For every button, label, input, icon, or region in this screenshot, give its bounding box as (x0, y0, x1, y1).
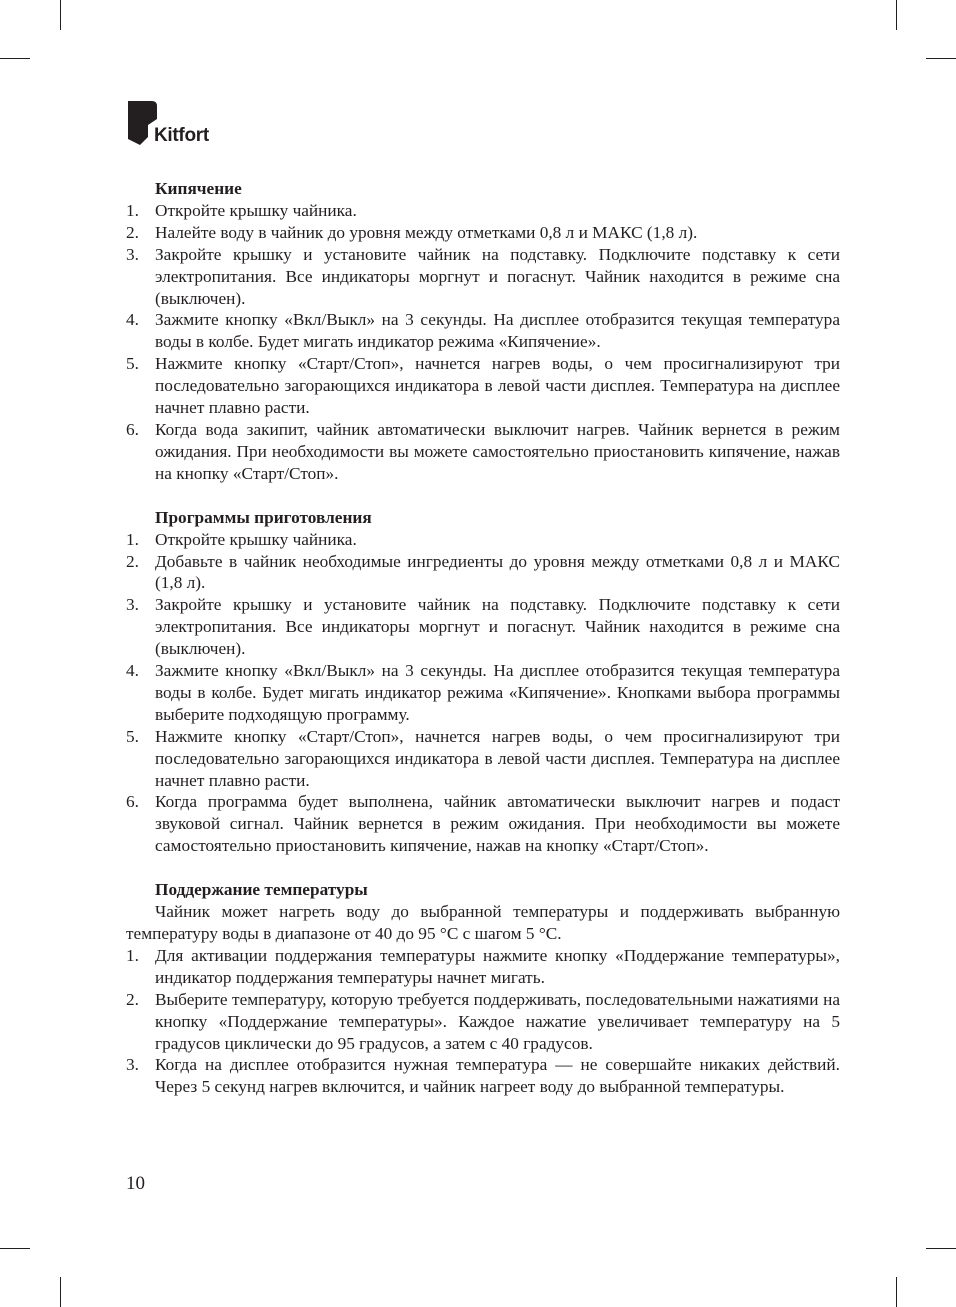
crop-mark (60, 0, 61, 30)
item-number: 2. (126, 989, 139, 1009)
crop-mark (926, 58, 956, 59)
list-item (126, 1054, 840, 1098)
item-number: 4. (126, 661, 139, 681)
section-heading: Кипячение (155, 179, 242, 198)
list-item (126, 551, 840, 595)
list-item (126, 353, 840, 419)
item-text: Когда вода закипит, чайник автоматически выключит нагрев. Чайник вернется в режим ожидания. При необходимости вы можете самостоятельно приостановить кипячение, нажав на кнопку «Старт/Стоп». (155, 419, 840, 483)
list-item (126, 594, 840, 660)
list-item (126, 791, 840, 857)
item-number: 6. (126, 419, 139, 439)
numbered-list (126, 945, 840, 1098)
item-number: 1. (126, 945, 139, 965)
item-number: 5. (126, 726, 139, 746)
brand-logo (126, 99, 246, 149)
section-heading: Программы приготовления (155, 507, 372, 527)
item-text: Нажмите кнопку «Старт/Стоп», начнется нагрев воды, о чем просигнализируют три последовательно загорающихся индикатора в левой части дисплея. Температура на дисплее начнет плавно расти. (155, 726, 840, 790)
crop-mark (896, 1277, 897, 1307)
item-text: Откройте крышку чайника. (155, 529, 357, 549)
section-boiling (126, 178, 840, 485)
item-text: Закройте крышку и установите чайник на подставку. Подключите подставку к сети электропитания. Все индикаторы моргнут и погаснут. Чайник находится в режиме сна (выключен). (155, 595, 840, 659)
item-text: Налейте воду в чайник до уровня между отметками 0,8 л и МАКС (1,8 л). (155, 222, 698, 242)
list-item (126, 222, 840, 244)
item-text: Когда программа будет выполнена, чайник автоматически выключит нагрев и подаст звуковой сигнал. Чайник вернется в режим ожидания. При необходимости вы можете самостоятельно приостановить кипячение, нажав на кнопку «Старт/Стоп». (155, 792, 840, 856)
section-keep-warm (126, 879, 840, 1098)
list-item (126, 529, 840, 551)
crop-mark (60, 1277, 61, 1307)
item-text: Откройте крышку чайника. (155, 200, 357, 220)
item-number: 3. (126, 595, 139, 615)
list-item (126, 660, 840, 726)
item-text: Добавьте в чайник необходимые ингредиенты до уровня между отметками 0,8 л и МАКС (1,8 л). (155, 551, 840, 593)
item-number: 4. (126, 310, 139, 330)
list-item (126, 419, 840, 485)
numbered-list (126, 529, 840, 858)
list-item (126, 989, 840, 1055)
item-number: 3. (126, 244, 139, 264)
crop-mark (0, 1248, 30, 1249)
document-body (126, 178, 840, 1098)
item-text: Нажмите кнопку «Старт/Стоп», начнется нагрев воды, о чем просигнализируют три последовательно загорающихся индикатора в левой части дисплея. Температура на дисплее начнет плавно расти. (155, 354, 840, 418)
item-number: 6. (126, 792, 139, 812)
section-intro: Чайник может нагреть воду до выбранной температуры и поддерживать выбранную температуру воды в диапазоне от 40 до 95 °С с шагом 5 °С. (126, 902, 840, 943)
item-text: Когда на дисплее отобразится нужная температура — не совершайте никаких действий. Через 5 секунд нагрев включится, и чайник нагреет воду до выбранной температуры. (155, 1055, 840, 1097)
section-programs (126, 507, 840, 858)
section-heading: Поддержание температуры (155, 880, 368, 900)
item-text: Закройте крышку и установите чайник на подставку. Подключите подставку к сети электропитания. Все индикаторы моргнут и погаснут. Чайник находится в режиме сна (выключен). (155, 244, 840, 308)
item-number: 2. (126, 222, 139, 242)
item-number: 2. (126, 551, 139, 571)
item-number: 1. (126, 529, 139, 549)
item-number: 1. (126, 200, 139, 220)
page-number: 10 (126, 1173, 145, 1194)
list-item (126, 244, 840, 310)
list-item (126, 200, 840, 222)
item-text: Зажмите кнопку «Вкл/Выкл» на 3 секунды. На дисплее отобразится текущая температура воды в колбе. Будет мигать индикатор режима «Кипячение». (155, 310, 840, 352)
list-item (126, 945, 840, 989)
crop-mark (896, 0, 897, 30)
item-text: Зажмите кнопку «Вкл/Выкл» на 3 секунды. На дисплее отобразится текущая температура воды в колбе. Будет мигать индикатор режима «Кипячение». Кнопками выбора программы выберите подходящую программу. (155, 661, 840, 724)
list-item (126, 726, 840, 792)
crop-mark (926, 1248, 956, 1249)
item-number: 5. (126, 354, 139, 374)
item-number: 3. (126, 1055, 139, 1075)
numbered-list (126, 200, 840, 485)
item-text: Для активации поддержания температуры нажмите кнопку «Поддержание температуры», индикатор поддержания температуры начнет мигать. (155, 945, 840, 987)
crop-mark (0, 58, 30, 59)
brand-name: Kitfort (154, 125, 209, 146)
item-text: Выберите температуру, которую требуется поддерживать, последовательными нажатиями на кнопку «Поддержание температуры». Каждое нажатие увеличивает температуру на 5 градусов циклически до 95 градусов, а затем с 40 градусов. (155, 989, 840, 1053)
list-item (126, 309, 840, 353)
